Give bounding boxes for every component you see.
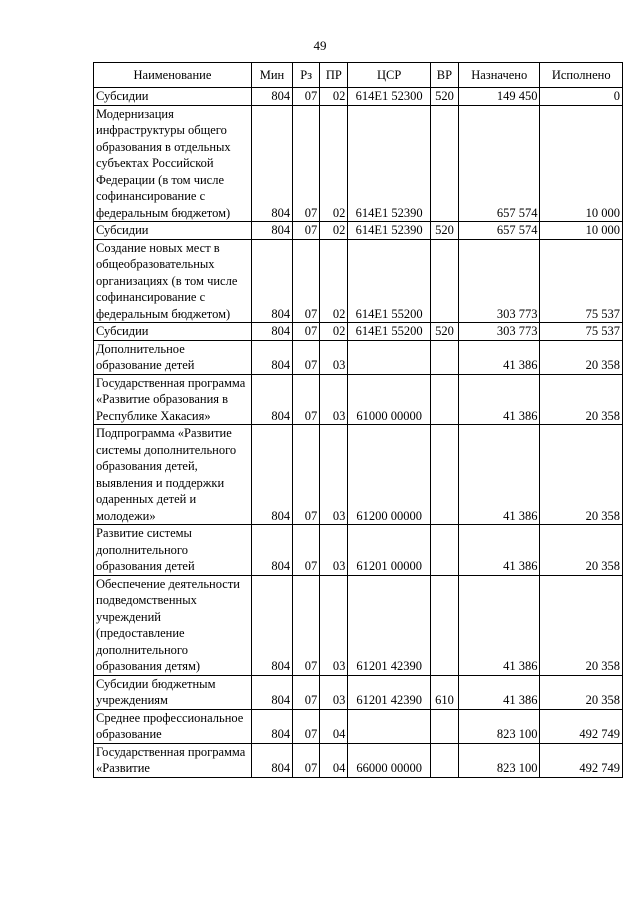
column-header-assigned: Назначено [459, 63, 540, 88]
row-min: 804 [251, 743, 292, 777]
row-executed: 20 358 [540, 425, 623, 525]
row-vr [430, 374, 458, 425]
row-assigned: 41 386 [459, 340, 540, 374]
row-min: 804 [251, 340, 292, 374]
row-assigned: 149 450 [459, 88, 540, 106]
row-vr [430, 425, 458, 525]
row-vr [430, 743, 458, 777]
row-executed: 20 358 [540, 525, 623, 576]
row-min: 804 [251, 222, 292, 240]
row-assigned: 41 386 [459, 675, 540, 709]
row-assigned: 657 574 [459, 105, 540, 222]
table-header-row [94, 63, 623, 88]
row-vr [430, 575, 458, 675]
column-header-executed: Исполнено [540, 63, 623, 88]
row-executed: 20 358 [540, 374, 623, 425]
row-executed: 0 [540, 88, 623, 106]
table-row [94, 105, 623, 222]
row-rz: 07 [293, 743, 320, 777]
column-header-name: Наименование [94, 63, 252, 88]
row-assigned: 823 100 [459, 709, 540, 743]
row-vr [430, 105, 458, 222]
row-rz: 07 [293, 222, 320, 240]
row-name: Государственная программа «Развитие [94, 743, 252, 777]
row-csr: 614E1 55200 [348, 239, 430, 323]
row-name: Модернизация инфраструктуры общего образования в отдельных субъектах Российской Федерации (в том числе софинансирование с федеральным бюджетом) [94, 105, 252, 222]
row-rz: 07 [293, 374, 320, 425]
row-pr: 04 [320, 709, 348, 743]
table-row [94, 743, 623, 777]
column-header-csr: ЦСР [348, 63, 430, 88]
row-name: Создание новых мест в общеобразовательных организациях (в том числе софинансирование с федеральным бюджетом) [94, 239, 252, 323]
row-vr [430, 239, 458, 323]
row-assigned: 41 386 [459, 525, 540, 576]
row-pr: 02 [320, 88, 348, 106]
row-assigned: 303 773 [459, 323, 540, 341]
row-min: 804 [251, 88, 292, 106]
row-rz: 07 [293, 525, 320, 576]
row-assigned: 823 100 [459, 743, 540, 777]
table-row [94, 323, 623, 341]
row-name: Подпрограмма «Развитие системы дополнительного образования детей, выявления и поддержки одаренных детей и молодежи» [94, 425, 252, 525]
row-assigned: 303 773 [459, 239, 540, 323]
row-executed: 75 537 [540, 239, 623, 323]
row-rz: 07 [293, 88, 320, 106]
row-name: Обеспечение деятельности подведомственных учреждений (предоставление дополнительного образования детям) [94, 575, 252, 675]
row-csr: 614E1 52300 [348, 88, 430, 106]
row-executed: 10 000 [540, 105, 623, 222]
page-number: 49 [313, 38, 327, 53]
row-rz: 07 [293, 340, 320, 374]
row-vr [430, 709, 458, 743]
row-vr: 610 [430, 675, 458, 709]
row-pr: 04 [320, 743, 348, 777]
column-header-rz: Рз [293, 63, 320, 88]
row-csr [348, 340, 430, 374]
row-name: Субсидии [94, 88, 252, 106]
table-row [94, 525, 623, 576]
row-assigned: 41 386 [459, 425, 540, 525]
row-name: Государственная программа «Развитие образования в Республике Хакасия» [94, 374, 252, 425]
row-pr: 03 [320, 575, 348, 675]
row-vr: 520 [430, 88, 458, 106]
row-min: 804 [251, 374, 292, 425]
row-vr [430, 525, 458, 576]
row-executed: 20 358 [540, 675, 623, 709]
table-row [94, 575, 623, 675]
row-executed: 75 537 [540, 323, 623, 341]
row-csr: 61000 00000 [348, 374, 430, 425]
row-min: 804 [251, 525, 292, 576]
row-pr: 02 [320, 323, 348, 341]
row-executed: 10 000 [540, 222, 623, 240]
row-min: 804 [251, 675, 292, 709]
table-row [94, 222, 623, 240]
table-row [94, 88, 623, 106]
row-name: Среднее профессиональное образование [94, 709, 252, 743]
row-rz: 07 [293, 323, 320, 341]
row-csr: 614E1 52390 [348, 105, 430, 222]
row-min: 804 [251, 709, 292, 743]
column-header-vr: ВР [430, 63, 458, 88]
row-assigned: 41 386 [459, 575, 540, 675]
row-vr [430, 340, 458, 374]
row-executed: 492 749 [540, 743, 623, 777]
row-assigned: 41 386 [459, 374, 540, 425]
row-executed: 492 749 [540, 709, 623, 743]
row-pr: 02 [320, 239, 348, 323]
budget-table [93, 62, 623, 778]
row-vr: 520 [430, 323, 458, 341]
row-rz: 07 [293, 239, 320, 323]
row-rz: 07 [293, 575, 320, 675]
row-rz: 07 [293, 675, 320, 709]
table-row [94, 340, 623, 374]
row-min: 804 [251, 323, 292, 341]
row-min: 804 [251, 239, 292, 323]
row-pr: 03 [320, 340, 348, 374]
row-csr: 61201 00000 [348, 525, 430, 576]
row-pr: 03 [320, 425, 348, 525]
row-pr: 02 [320, 222, 348, 240]
row-pr: 02 [320, 105, 348, 222]
row-rz: 07 [293, 105, 320, 222]
column-header-min: Мин [251, 63, 292, 88]
row-name: Субсидии бюджетным учреждениям [94, 675, 252, 709]
row-name: Развитие системы дополнительного образования детей [94, 525, 252, 576]
row-csr: 66000 00000 [348, 743, 430, 777]
row-pr: 03 [320, 525, 348, 576]
row-csr: 61201 42390 [348, 575, 430, 675]
table-row [94, 374, 623, 425]
row-vr: 520 [430, 222, 458, 240]
table-row [94, 709, 623, 743]
row-csr: 61200 00000 [348, 425, 430, 525]
row-csr [348, 709, 430, 743]
column-header-pr: ПР [320, 63, 348, 88]
row-name: Субсидии [94, 222, 252, 240]
table-row [94, 239, 623, 323]
row-name: Дополнительное образование детей [94, 340, 252, 374]
row-rz: 07 [293, 425, 320, 525]
table-row [94, 425, 623, 525]
row-csr: 61201 42390 [348, 675, 430, 709]
table-row [94, 675, 623, 709]
row-executed: 20 358 [540, 340, 623, 374]
row-name: Субсидии [94, 323, 252, 341]
row-min: 804 [251, 105, 292, 222]
row-csr: 614E1 55200 [348, 323, 430, 341]
row-executed: 20 358 [540, 575, 623, 675]
row-min: 804 [251, 425, 292, 525]
row-min: 804 [251, 575, 292, 675]
row-pr: 03 [320, 374, 348, 425]
row-csr: 614E1 52390 [348, 222, 430, 240]
row-rz: 07 [293, 709, 320, 743]
row-assigned: 657 574 [459, 222, 540, 240]
row-pr: 03 [320, 675, 348, 709]
